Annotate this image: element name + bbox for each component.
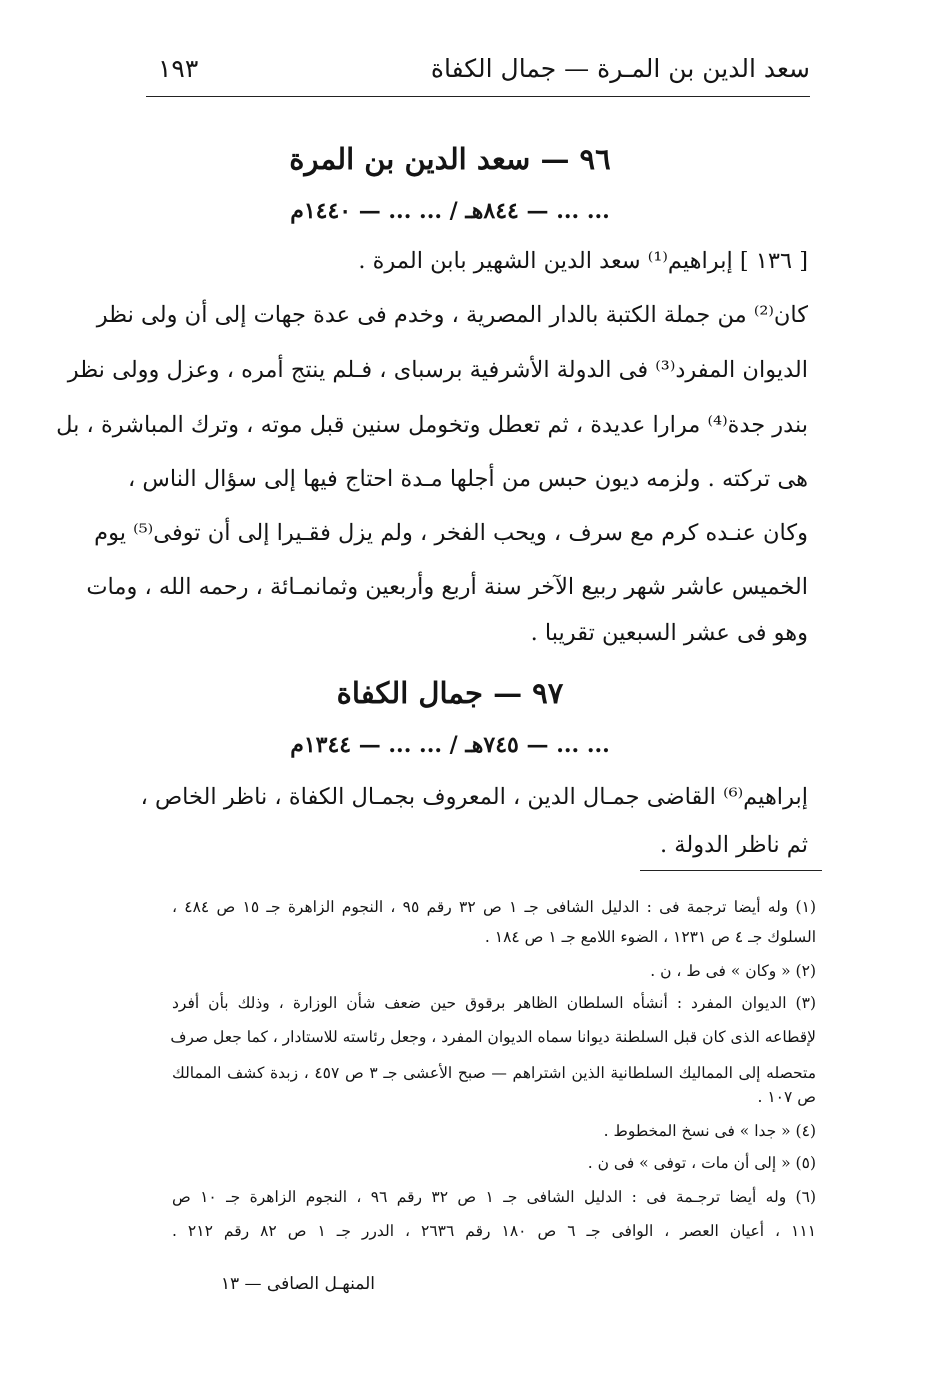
footnote-line: (٦) وله أيضا ترجـمة فى : الدليل الشافى جـ ١ ص ٣٢ رقم ٩٦ ، النجوم الزاهرة جـ ١٠ ص	[172, 1188, 816, 1206]
entry-97-line: ثم ناظر الدولة .	[660, 832, 808, 858]
entry-97-dates: ... ... — ٧٤٥هـ / ... ... — ١٣٤٤م	[290, 732, 610, 758]
entry-97-line: إبراهيم⁽⁶⁾ القاضى جمـال الدين ، المعروف بجمـال الكفاة ، ناظر الخاص ،	[140, 784, 808, 810]
running-header	[150, 52, 810, 92]
entry-96-line: كان⁽²⁾ من جملة الكتبة بالدار المصرية ، وخدم فى عدة جهات إلى أن ولى نظر	[96, 302, 808, 328]
footnote-separator	[640, 870, 822, 871]
entry-96-line: بندر جدة⁽⁴⁾ مرارا عديدة ، ثم تعطل وتخومل سنين قبل موته ، وترك المباشرة ، بل	[56, 412, 808, 438]
entry-96-line: [ ١٣٦ ] إبراهيم⁽¹⁾ سعد الدين الشهير بابن المرة .	[358, 248, 808, 274]
footnote-line: متحصله إلى المماليك السلطانية الذين اشتراهم — صبح الأعشى جـ ٣ ص ٤٥٧ ، زبدة كشف الممالك	[172, 1064, 816, 1082]
entry-96-line: وهو فى عشر السبعين تقريبا .	[530, 620, 808, 646]
entry-96-line: وكان عنـده كرم مع سرف ، ويحب الفخر ، ولم يزل فقـيرا إلى أن توفى⁽⁵⁾ يوم	[94, 520, 808, 546]
entry-96-line: هى تركته . ولزمه ديون حبس من أجلها مـدة احتاج فيها إلى سؤال الناس ،	[128, 466, 808, 492]
page-number: ١٩٣	[158, 54, 199, 83]
entry-97-title: ٩٧ — جمال الكفاة	[336, 676, 564, 710]
entry-96-line: الديوان المفرد⁽³⁾ فى الدولة الأشرفية برسباى ، فـلم ينتج أمره ، وعزل وولى نظر	[67, 357, 808, 383]
footnote-line: لإقطاعه الذى كان قبل السلطنة ديوانا سماه الديوان المفرد ، وجعل رئاسته للاستادار ، كما جعل صرف	[170, 1028, 816, 1046]
footnote-line: (١) وله أيضا ترجمة فى : الدليل الشافى جـ ١ ص ٣٢ رقم ٩٥ ، النجوم الزاهرة جـ ١٥ ص ٤٨٤ ،	[172, 898, 816, 916]
footnote-line: (٣) الديوان المفرد : أنشأه السلطان الظاهر برقوق حين ضعف شأن الوزارة ، وذلك بأن أفرد	[172, 994, 816, 1012]
footnote-line: (٥) « إلى أن مات ، توفى » فى ن .	[587, 1154, 816, 1172]
footnote-line: ١١١ ، أعيان العصر ، الوافى جـ ٦ ص ١٨٠ رقم ٢٦٣٦ ، الدرر جـ ١ ص ٨٢ رقم ٢١٢ .	[172, 1222, 817, 1240]
running-title: سعد الدين بن المـرة — جمال الكفاة	[430, 54, 810, 83]
entry-96-title: ٩٦ — سعد الدين بن المرة	[289, 142, 611, 176]
entry-96-dates: ... ... — ٨٤٤هـ / ... ... — ١٤٤٠م	[290, 198, 610, 224]
footnote-line: السلوك جـ ٤ ص ١٢٣١ ، الضوء اللامع جـ ١ ص ١٨٤ .	[484, 928, 816, 946]
signature-mark: المنهـل الصافى — ١٣	[220, 1274, 375, 1294]
header-rule	[146, 96, 810, 97]
footnote-line: (٤) « جدا » فى نسخ المخطوط .	[603, 1122, 816, 1140]
footnote-line: (٢) « وكان » فى ط ، ن .	[650, 962, 816, 980]
footnote-line: ص ١٠٧ .	[757, 1088, 816, 1106]
entry-96-line: الخميس عاشر شهر ربيع الآخر سنة أربع وأربعين وثمانمـائة ، رحمه الله ، ومات	[86, 574, 808, 600]
